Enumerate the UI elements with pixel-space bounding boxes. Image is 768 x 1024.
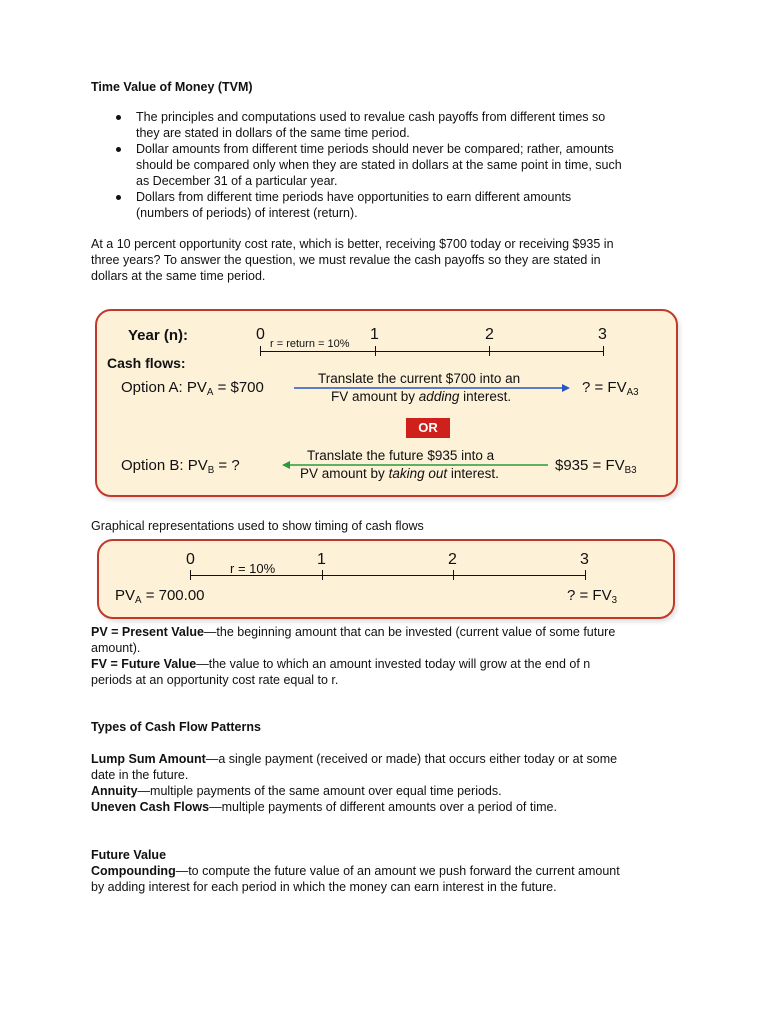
timeline-tick xyxy=(585,570,586,580)
fv-a3-label: ? = $FV_{A3}$ xyxy=(582,379,639,398)
timeline-tick xyxy=(190,570,191,580)
fv-b3-label: $935 = $FV_{B3}$ xyxy=(555,457,637,476)
timeline-tick xyxy=(489,346,490,356)
types-heading: Types of Cash Flow Patterns xyxy=(91,720,261,734)
pv-definition-line-1: PV = Present Value—the beginning amount that can be invested (current value of some future xyxy=(91,625,616,639)
bullet-2-line-3: as December 31 of a particular year. xyxy=(136,174,338,188)
bullet-3-line-2: (numbers of periods) of interest (return). xyxy=(136,206,358,220)
intro-line-3: dollars at the same time period. xyxy=(91,269,266,283)
option-b-label: Option B: $PV_B$ = ? xyxy=(121,457,240,476)
arrow-b-text-line-2: PV amount by taking out interest. xyxy=(300,466,499,481)
cash-flows-label: Cash flows: xyxy=(107,355,186,371)
arrow-a-text-line-2: FV amount by adding interest. xyxy=(331,389,512,404)
period-label-2: 2 xyxy=(485,326,494,343)
period-label-0: 0 xyxy=(186,551,195,568)
rate-label: r = 10% xyxy=(230,561,276,576)
year-label: Year (n): xyxy=(128,327,189,344)
period-label-3: 3 xyxy=(580,551,589,568)
fv-3-label: ? = $FV_3$ xyxy=(567,587,618,606)
bullet-1-line-2: they are stated in dollars of the same time period. xyxy=(136,126,410,140)
timeline-tick xyxy=(375,346,376,356)
page-title: Time Value of Money (TVM) xyxy=(91,80,253,94)
period-label-1: 1 xyxy=(370,326,379,343)
timeline-tick xyxy=(453,570,454,580)
annuity-line: Annuity—multiple payments of the same amount over equal time periods. xyxy=(91,784,502,798)
fv-definition-line-2: periods at an opportunity cost rate equal to r. xyxy=(91,673,339,687)
future-value-heading: Future Value xyxy=(91,848,167,862)
figure-2-caption: Graphical representations used to show timing of cash flows xyxy=(91,519,424,533)
bullet-3-line-1: Dollars from different time periods have opportunities to earn different amounts xyxy=(136,190,572,204)
intro-line-2: three years? To answer the question, we must revalue the cash payoffs so they are stated in xyxy=(91,253,601,267)
compounding-line-1: Compounding—to compute the future value of an amount we push forward the current amount xyxy=(91,864,620,878)
period-label-1: 1 xyxy=(317,551,326,568)
timeline-tick xyxy=(322,570,323,580)
or-badge: OR xyxy=(406,418,450,438)
intro-line-1: At a 10 percent opportunity cost rate, which is better, receiving $700 today or receiving $935 in xyxy=(91,237,614,251)
timeline-tick xyxy=(603,346,604,356)
bullet-2-line-1: Dollar amounts from different time periods should never be compared; rather, amounts xyxy=(136,142,614,156)
timeline xyxy=(260,351,604,352)
bullet-1-line-1: The principles and computations used to revalue cash payoffs from different times so xyxy=(136,110,606,124)
lump-sum-line-1: Lump Sum Amount—a single payment (received or made) that occurs either today or at some xyxy=(91,752,618,766)
period-label-0: 0 xyxy=(256,326,265,343)
fv-definition-line-1: FV = Future Value—the value to which an amount invested today will grow at the end of n xyxy=(91,657,591,671)
bullet-dot xyxy=(116,147,121,152)
pv-definition-line-2: amount). xyxy=(91,641,141,655)
option-a-label: Option A: $PV_A$ = $700 xyxy=(121,379,264,398)
bullet-dot xyxy=(116,195,121,200)
pv-a-value: $PV_A = 700.00$ xyxy=(115,587,205,606)
arrow-a-text-line-1: Translate the current $700 into an xyxy=(318,371,521,386)
arrow-b-text-line-1: Translate the future $935 into a xyxy=(307,448,495,463)
bullet-dot xyxy=(116,115,121,120)
compounding-line-2: by adding interest for each period in which the money can earn interest in the future. xyxy=(91,880,557,894)
lump-sum-line-2: date in the future. xyxy=(91,768,189,782)
period-label-2: 2 xyxy=(448,551,457,568)
timeline-tick xyxy=(260,346,261,356)
period-label-3: 3 xyxy=(598,326,607,343)
uneven-cash-flows-line: Uneven Cash Flows—multiple payments of different amounts over a period of time. xyxy=(91,800,557,814)
rate-label: r = return = 10% xyxy=(270,338,350,350)
bullet-2-line-2: should be compared only when they are stated in dollars at the same point in time, such xyxy=(136,158,622,172)
